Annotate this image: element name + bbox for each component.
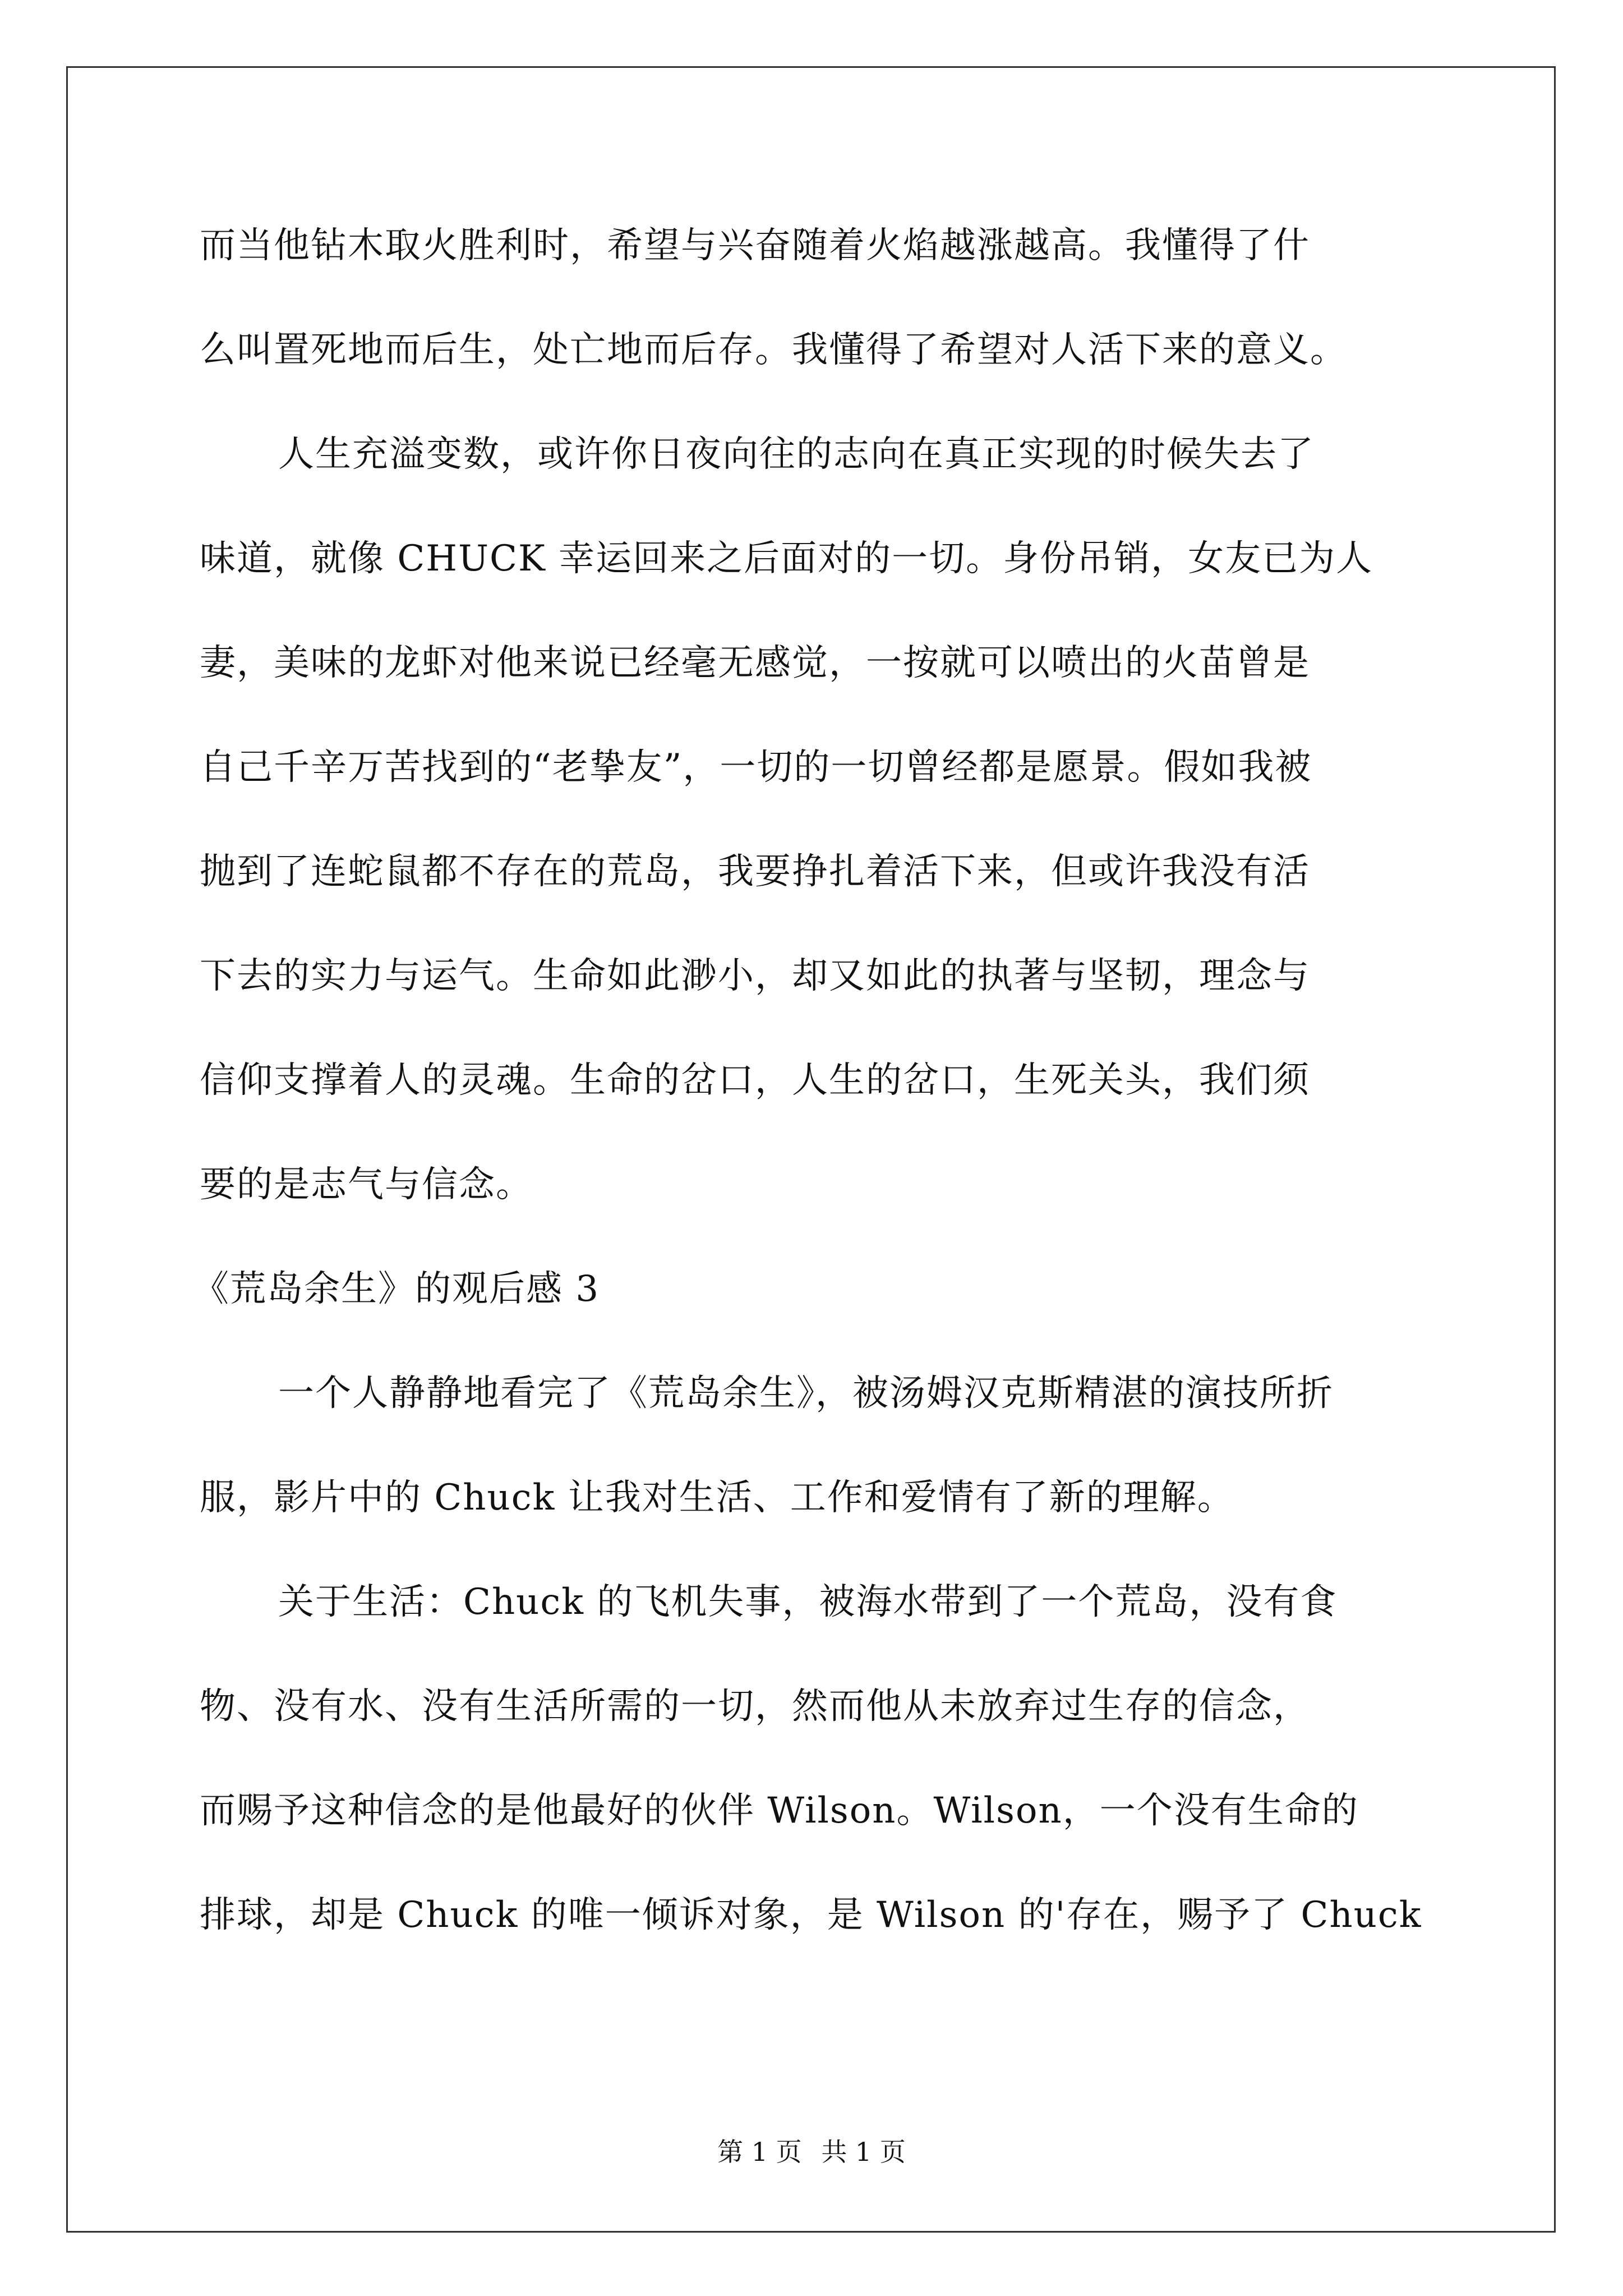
text-line: 自己千辛万苦找到的“老挚友”，一切的一切曾经都是愿景。假如我被 [200, 747, 1312, 788]
text-line: 味道，就像 CHUCK 幸运回来之后面对的一切。身份吊销，女友已为人 [200, 538, 1373, 579]
paragraph-start-line: 关于生活：Chuck 的飞机失事，被海水带到了一个荒岛，没有食 [278, 1581, 1338, 1623]
text-line: 下去的实力与运气。生命如此渺小，却又如此的执著与坚韧，理念与 [200, 955, 1310, 997]
page-total: 共 1 页 [821, 2137, 906, 2167]
paragraph-start-line: 人生充溢变数，或许你日夜向往的志向在真正实现的时候失去了 [278, 434, 1315, 475]
text-line: 排球，却是 Chuck 的唯一倾诉对象，是 Wilson 的'存在，赐予了 Chuck [200, 1894, 1422, 1936]
page-footer [0, 2135, 1623, 2169]
page-number: 第 1 页 [717, 2137, 802, 2167]
text-line: 服，影片中的 Chuck 让我对生活、工作和爱情有了新的理解。 [200, 1477, 1234, 1519]
paragraph-start-line: 一个人静静地看完了《荒岛余生》，被汤姆汉克斯精湛的演技所折 [278, 1373, 1334, 1414]
text-line: 而赐予这种信念的是他最好的伙伴 Wilson。Wilson，一个没有生命的 [200, 1790, 1359, 1832]
text-line: 信仰支撑着人的灵魂。生命的岔口，人生的岔口，生死关头，我们须 [200, 1060, 1310, 1101]
text-line: 要的是志气与信念。 [200, 1164, 533, 1205]
text-line: 么叫置死地而后生，处亡地而后存。我懂得了希望对人活下来的意义。 [200, 329, 1347, 371]
text-line: 妻，美味的龙虾对他来说已经毫无感觉，一按就可以喷出的火苗曾是 [200, 642, 1310, 684]
text-line: 抛到了连蛇鼠都不存在的荒岛，我要挣扎着活下来，但或许我没有活 [200, 851, 1310, 892]
text-line: 而当他钻木取火胜利时，希望与兴奋随着火焰越涨越高。我懂得了什 [200, 225, 1310, 266]
section-heading: 《荒岛余生》的观后感 3 [193, 1268, 600, 1310]
text-line: 物、没有水、没有生活所需的一切，然而他从未放弃过生存的信念， [200, 1686, 1310, 1727]
